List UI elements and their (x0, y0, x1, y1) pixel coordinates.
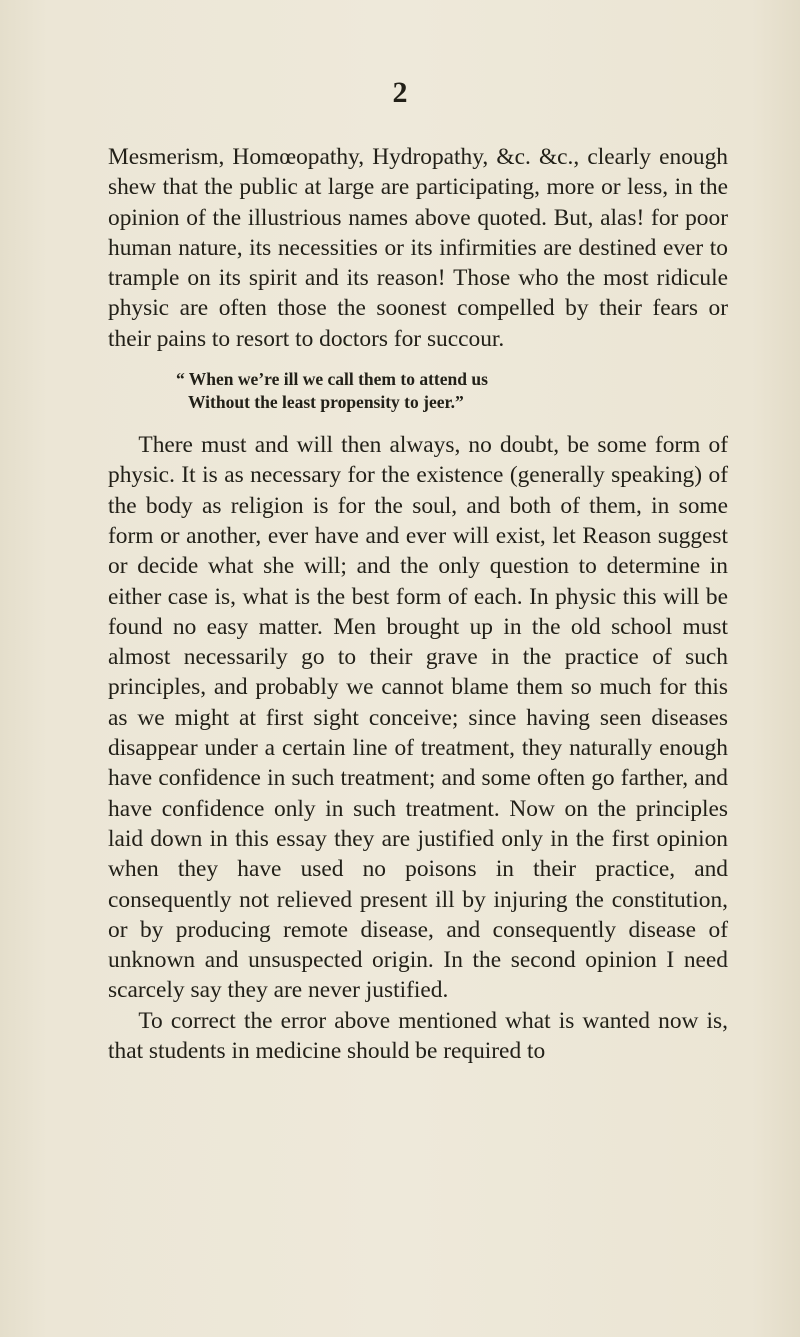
paragraph-2: There must and will then always, no doubt, be some form of physic. It is as necessary for the existence (generally speaking) of the body as religion is for the soul, and both of them, in some form or another, ever have and ever will exist, let Reason suggest or decide what she will; and the only question to determine in either case is, what is the best form of each. In physic this will be found no easy matter. Men brought up in the old school must almost necessarily go to their grave in the practice of such principles, and probably we cannot blame them so much for this as we might at first sight conceive; since having seen diseases disappear under a certain line of treatment, they naturally enough have confidence in such treatment; and some often go farther, and have confidence only in such treatment. Now on the principles laid down in this essay they are justified only in the first opinion when they have used no poisons in their practice, and consequently not relieved present ill by injuring the constitution, or by producing remote disease, and consequently disease of unknown and unsuspected origin. In the second opinion I need scarcely say they are never justified. (108, 432, 728, 1004)
page-number: 2 (392, 76, 408, 109)
page-body (108, 142, 728, 1066)
verse-line-2: Without the least propensity to jeer.” (188, 392, 464, 413)
verse-quote (108, 368, 728, 414)
verse-line-1: “ When we’re ill we call them to attend us (176, 369, 488, 390)
paragraph-1: Mesmerism, Homœopathy, Hydropathy, &c. &c., clearly enough shew that the public at large are participating, more or less, in the opinion of the illustrious names above quoted. But, alas! for poor human nature, its necessities or its infirmities are destined ever to trample on its spirit and its reason! Those who the most ridicule physic are often those the soonest compelled by their fears or their pains to resort to doctors for succour. (108, 144, 728, 352)
paragraph-3: To correct the error above mentioned what is wanted now is, that students in medicine should be required to (108, 1007, 728, 1065)
